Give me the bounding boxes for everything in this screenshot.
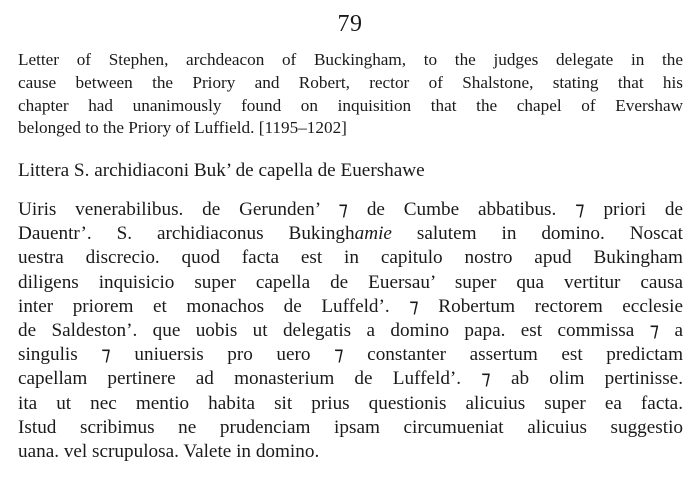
charter-line: de Saldeston’. que uobis ut delegatis a domino papa. est commissa ⁊ a <box>18 320 683 342</box>
charter-line: singulis ⁊ uniuersis pro uero ⁊ constanter assertum est predictam <box>18 344 683 366</box>
charter-line: Uiris venerabilibus. de Gerunden’ ⁊ de Cumbe abbatibus. ⁊ priori de <box>18 199 683 220</box>
charter-line: inter priorem et monachos de Luffeld’. ⁊ Robertum rectorem ecclesie <box>18 295 683 317</box>
summary-line: chapter had unanimously found on inquisition that the chapel of Evershaw <box>18 95 683 115</box>
latin-charter-text <box>18 198 683 464</box>
page-number: 79 <box>337 11 363 37</box>
charter-text-segment: Dauentr’. S. archidiaconus Bukingh <box>18 223 355 245</box>
summary-line: belonged to the Priory of Luffield. [1195–1202] <box>18 118 347 138</box>
charter-line: uestra discrecio. quod facta est in capitulo nostro apud Bukingham <box>18 247 683 269</box>
charter-line: diligens inquisicio super capella de Euersau’ super qua vertitur causa <box>18 271 683 293</box>
charter-text-segment: salutem in domino. Noscat <box>391 223 683 245</box>
italic-expansion: amie <box>354 223 392 245</box>
charter-line <box>18 222 683 246</box>
charter-line: Istud scribimus ne prudenciam ipsam circumueniat alicuius suggestio <box>18 416 683 438</box>
charter-line: uana. vel scrupulosa. Valete in domino. <box>18 441 320 463</box>
english-summary <box>18 49 683 140</box>
summary-line: Letter of Stephen, archdeacon of Buckingham, to the judges delegate in the <box>18 50 683 69</box>
charter-line: ita ut nec mentio habita sit prius questionis alicuius super ea facta. <box>18 392 683 414</box>
summary-line: cause between the Priory and Robert, rector of Shalstone, stating that his <box>18 72 683 92</box>
charter-line: capellam pertinere ad monasterium de Luffeld’. ⁊ ab olim pertinisse. <box>18 368 683 390</box>
charter-heading: Littera S. archidiaconi Buk’ de capella de Euershawe <box>18 160 425 181</box>
